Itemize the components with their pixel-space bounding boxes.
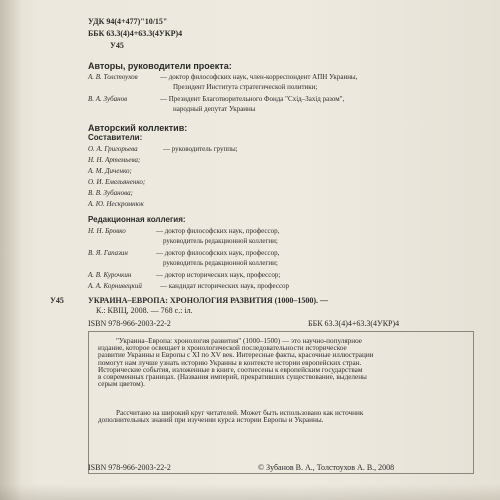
- editorial-heading: Редакционная коллегия:: [88, 215, 186, 224]
- authors-heading: Авторы, руководители проекта:: [88, 61, 232, 71]
- annotation-line: Рассчитано на широкий круг читателей. Может быть использовано как источник: [116, 409, 364, 417]
- author-name: В. А. Зубанов: [88, 95, 128, 103]
- editor-role: — доктор исторических наук, профессор;: [156, 271, 281, 279]
- editor-name: А. А. Корнивецкий: [88, 282, 142, 290]
- annotation-paragraph: [98, 410, 466, 424]
- member-name: О. А. Григорьева: [88, 145, 138, 153]
- author-sign: У45: [110, 41, 124, 50]
- editor-role: руководитель редакционной коллегии;: [163, 237, 278, 245]
- annotation-line: "Украина–Европа: хронология развития" (1000–1500) — это научно-популярное: [116, 337, 362, 345]
- author-name: А. В. Толстоухов: [88, 73, 138, 81]
- record-bbk: ББК 63.3(4)4+63.3(4УКР)4: [308, 319, 400, 328]
- annotation-line: серым цветом).: [98, 380, 145, 389]
- book-title: УКРАИНА–ЕВРОПА: ХРОНОЛОГИЯ РАЗВИТИЯ (1000–1500). —: [88, 296, 328, 305]
- page-gutter-shadow: [0, 0, 22, 500]
- footer-isbn: ISBN 978-966-2003-22-2: [88, 463, 171, 472]
- copyright: © Зубанов В. А., Толстоухов А. В., 2008: [258, 463, 395, 472]
- author-role: — Президент Благотворительного Фонда "Схід–Захід разом",: [160, 95, 345, 103]
- author-role: народный депутат Украины: [173, 105, 256, 113]
- record-letter: У45: [50, 296, 64, 305]
- member-name: О. И. Емельяненко;: [88, 178, 146, 186]
- editor-name: В. Я. Гапазин: [88, 249, 128, 257]
- editor-name: Н. Н. Бровко: [88, 227, 126, 235]
- editor-role: — доктор философских наук, профессор,: [156, 227, 280, 235]
- member-name: А. М. Диченко;: [88, 167, 132, 175]
- member-name: Н. Н. Артемьева;: [88, 156, 141, 164]
- annotation-line: развитие Украины и Европы с XI по XV век. Интересные факты, красочные иллюстрации: [98, 351, 374, 360]
- editor-role: — кандидат исторических наук, профессор: [160, 282, 290, 290]
- collective-heading: Авторский коллектив:: [88, 123, 188, 133]
- member-role: — руководитель группы;: [163, 145, 238, 153]
- editor-role: руководитель редакционной коллегии;: [163, 259, 278, 267]
- annotation-line: Исторические события, изложенные в книге, соотнесены к европейским государствам: [98, 365, 363, 374]
- book-imprint: К.: КВІЦ, 2008. — 768 с.: іл.: [96, 306, 193, 315]
- annotation-line: дополнительных знаний при изучении курса истории Европы и Украины.: [98, 416, 324, 425]
- compilers-heading: Составители:: [88, 133, 143, 142]
- page-bottom-shadow: [0, 484, 500, 500]
- record-isbn: ISBN 978-966-2003-22-2: [88, 319, 171, 328]
- member-name: А. Ю. Нескромнюк: [88, 200, 144, 208]
- member-name: В. В. Зубанова;: [88, 189, 133, 197]
- author-role: — доктор философских наук, член-корреспондент АПН Украины,: [160, 73, 358, 81]
- udk-code: УДК 94(4+477)"10/15": [88, 17, 168, 26]
- annotation-paragraph: [98, 338, 466, 388]
- bbk-code: ББК 63.3(4)4+63.3(4УКР)4: [88, 29, 183, 38]
- editor-role: — доктор философских наук, профессор,: [156, 249, 280, 257]
- annotation-line: в современных границах. (Названия империй, прекративших существование, выделены: [98, 373, 367, 382]
- annotation-line: помогут нам лучше узнать историю Украины в контексте истории европейских стран.: [98, 358, 362, 367]
- editor-name: А. В. Курочкин: [88, 271, 132, 279]
- author-role: Президент Института стратегической политики;: [173, 83, 318, 91]
- annotation-line: издание, которое освещает в хронологической последовательности историческое: [98, 344, 347, 353]
